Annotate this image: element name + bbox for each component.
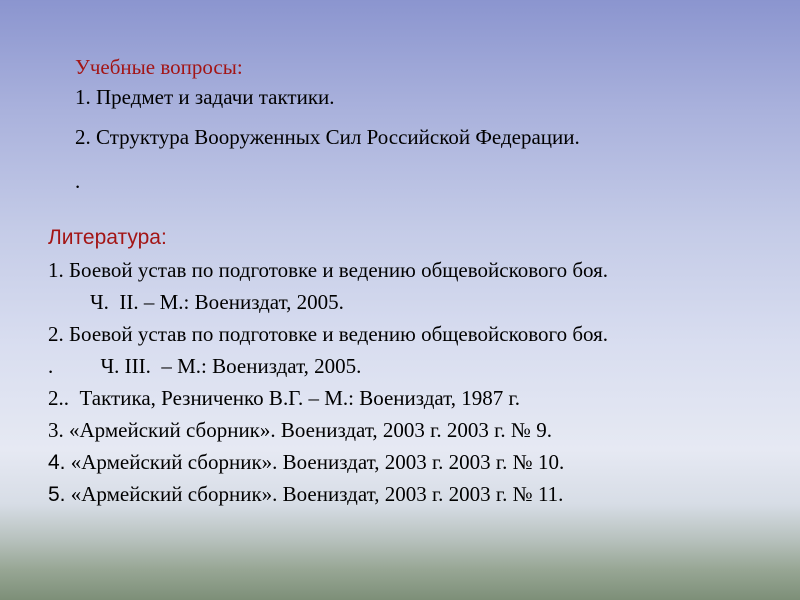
literature-line-4: . Ч. III. – М.: Воениздат, 2005. [48,354,362,378]
literature-line-6: 3. «Армейский сборник». Воениздат, 2003 г. 2003 г. № 9. [48,418,552,442]
literature-line-8-number: 5. [48,483,66,506]
literature-line-8 [48,478,788,510]
literature-line-8-text: «Армейский сборник». Воениздат, 2003 г. 2003 г. № 11. [65,482,564,506]
literature-line-3: 2. Боевой устав по подготовке и ведению общевойскового боя. [48,322,609,346]
question-dot: . [75,169,81,193]
study-questions-heading: Учебные вопросы: [75,55,243,79]
literature-block [48,222,788,510]
literature-line-7 [48,446,788,478]
literature-heading: Литература: [48,226,167,249]
literature-line-1: 1. Боевой устав по подготовке и ведению общевойскового боя. [48,258,609,282]
study-questions-block [75,52,775,196]
literature-line-7-text: «Армейский сборник». Воениздат, 2003 г. 2003 г. № 10. [65,450,565,474]
literature-line-7-number: 4. [48,451,66,474]
literature-line-5: 2.. Тактика, Резниченко В.Г. – М.: Воениздат, 1987 г. [48,386,520,410]
question-item-2: 2. Структура Вооруженных Сил Российской Федерации. [75,125,580,149]
question-item-1: 1. Предмет и задачи тактики. [75,85,335,109]
literature-line-2: Ч. II. – М.: Воениздат, 2005. [48,290,344,314]
